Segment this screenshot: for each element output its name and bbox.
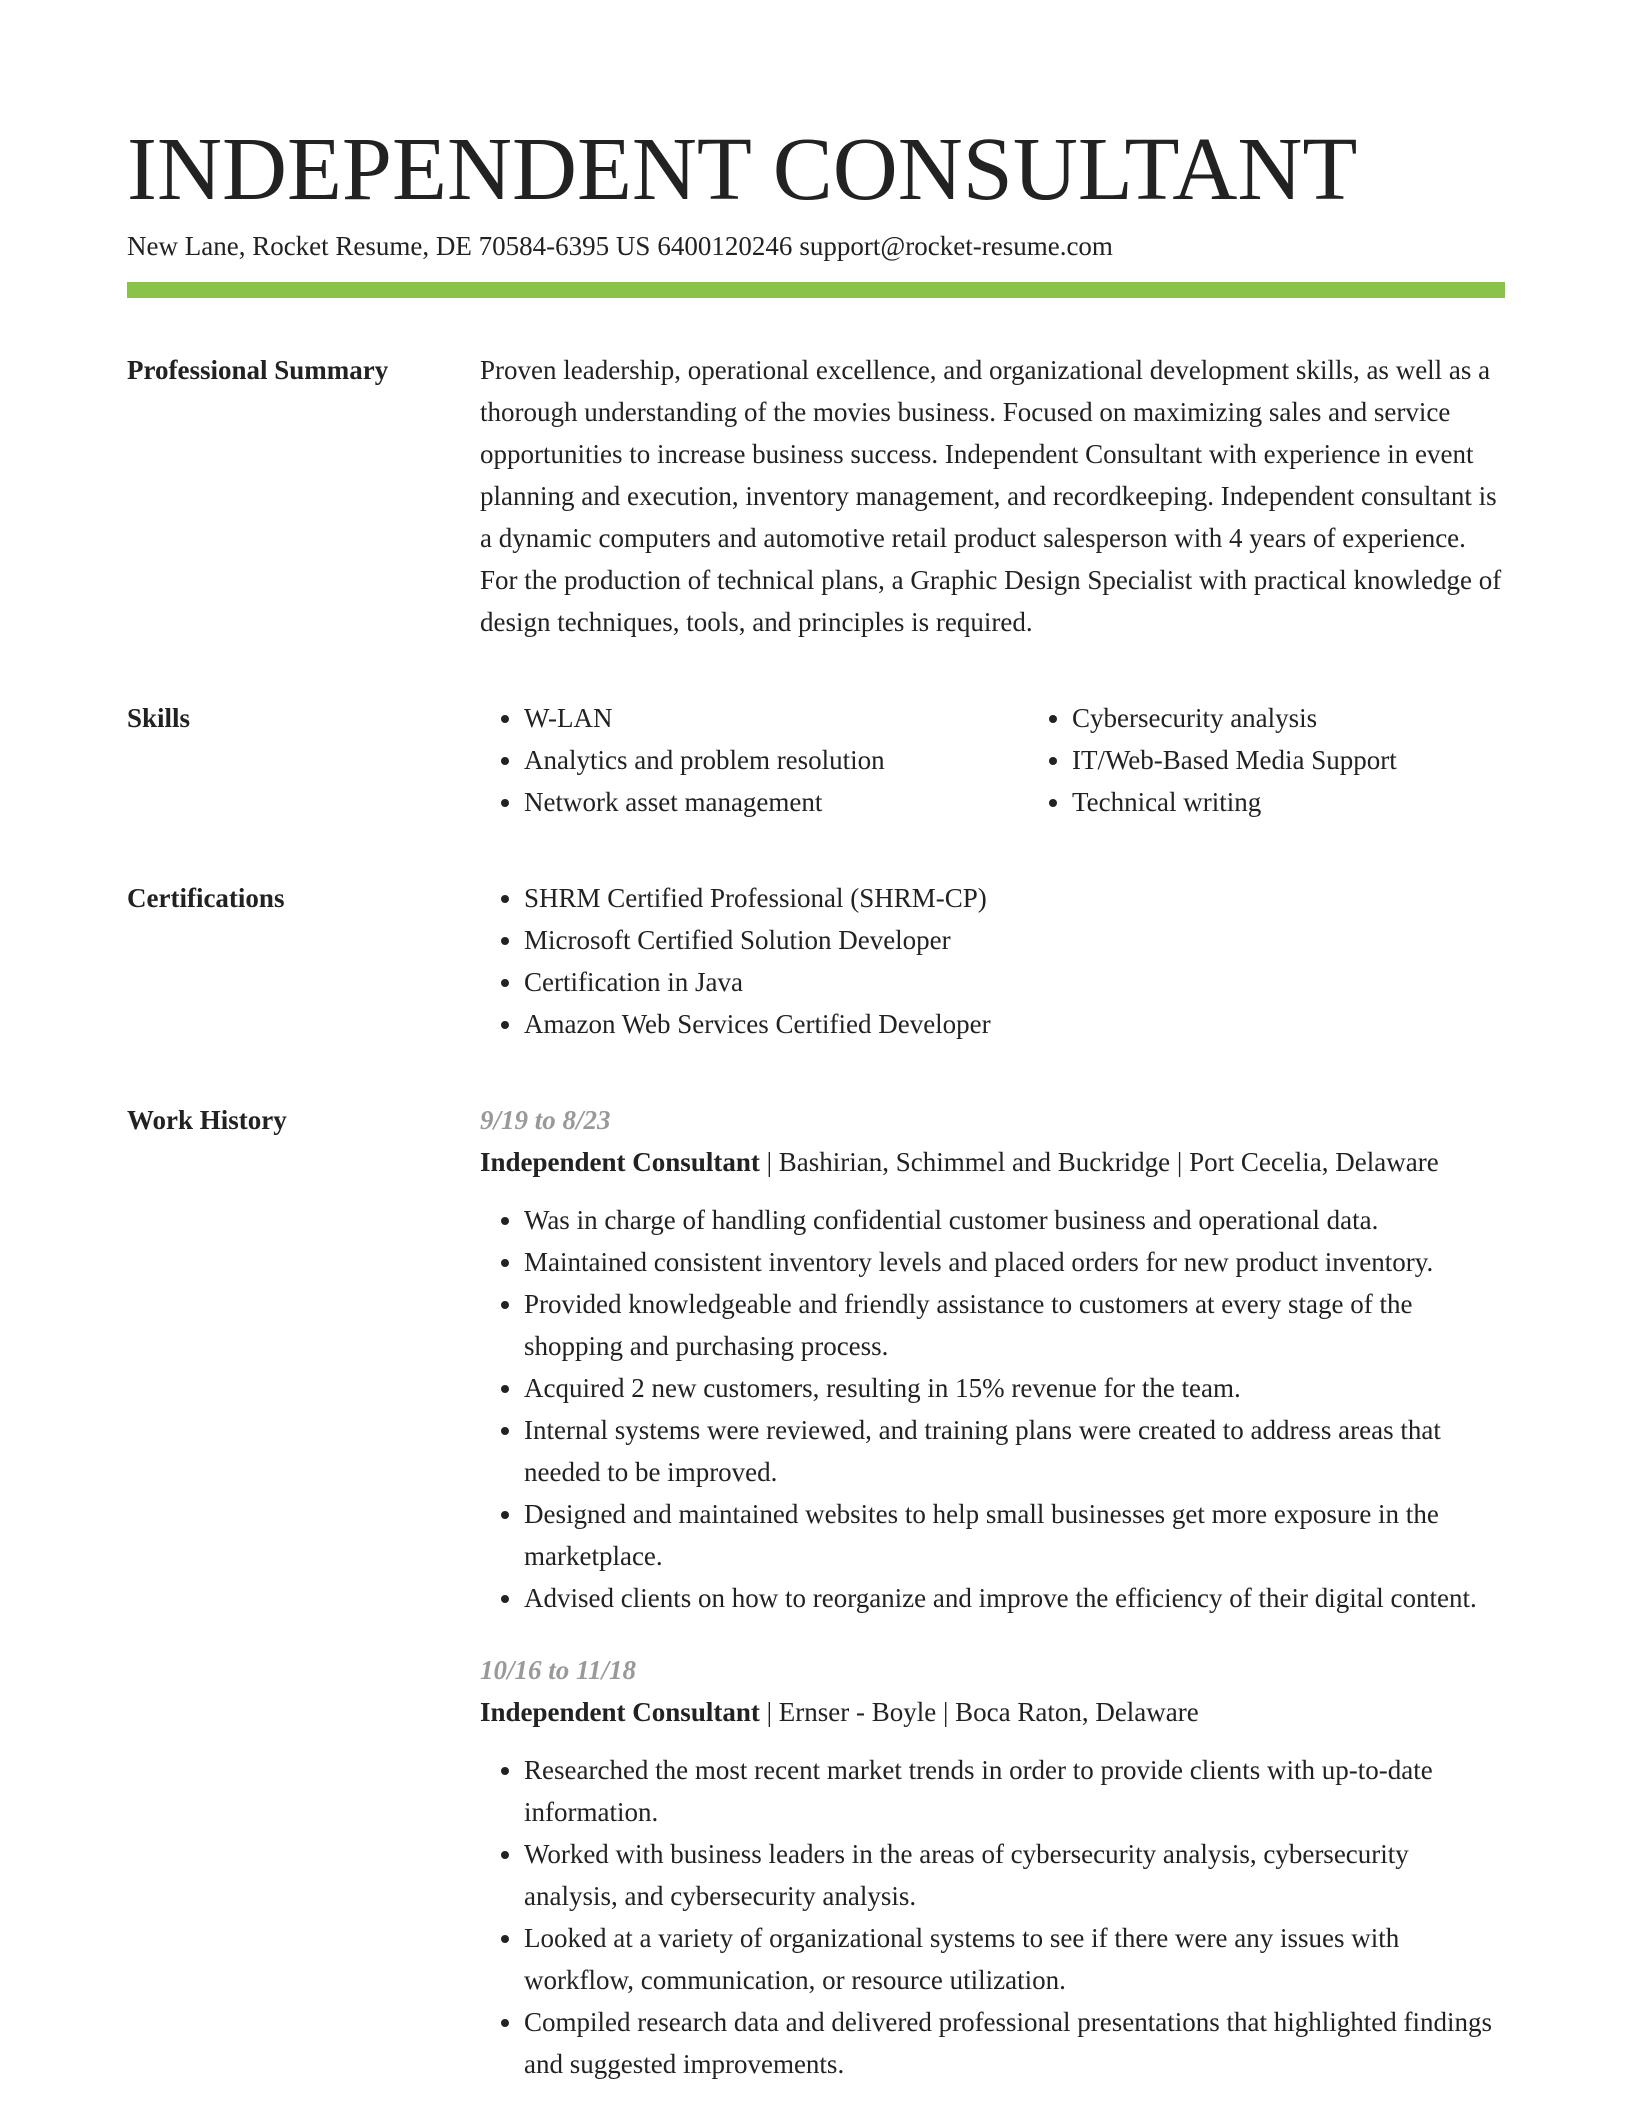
job-dates: 10/16 to 11/18 <box>480 1655 637 1685</box>
job-entry <box>480 1099 1505 1619</box>
skill-item: • IT/Web-Based Media Support <box>1072 739 1505 781</box>
contact-email: support@rocket-resume.com <box>799 231 1113 261</box>
certification-item: • Certification in Java <box>524 961 1505 1003</box>
resume-name: INDEPENDENT CONSULTANT <box>127 120 1358 219</box>
job-heading <box>480 1141 1505 1183</box>
resume-page <box>127 120 1505 2085</box>
job-heading <box>480 1691 1505 1733</box>
job-bullet: • Internal systems were reviewed, and training plans were created to address areas that needed to be improved. <box>524 1409 1505 1493</box>
job-role: Independent Consultant <box>480 1147 760 1177</box>
job-bullet: • Looked at a variety of organizational systems to see if there were any issues with workflow, communication, or resource utilization. <box>524 1917 1505 2001</box>
contact-phone: 6400120246 <box>657 231 793 261</box>
skill-item: • Network asset management <box>524 781 1028 823</box>
skills-list-left <box>480 697 1028 823</box>
summary-text: Proven leadership, operational excellence, and organizational development skills, as well as a thorough understanding of the movies business. Focused on maximizing sales and service opportunities to increase business success. Independent Consultant with experience in event planning and execution, inventory management, and recordkeeping. Independent consultant is a dynamic computers and automotive retail product salesperson with 4 years of experience. For the production of technical plans, a Graphic Design Specialist with practical knowledge of design techniques, tools, and principles is required. <box>480 355 1502 637</box>
section-title-certifications: Certifications <box>127 883 285 913</box>
certifications-list <box>480 877 1505 1045</box>
job-bullet: • Provided knowledgeable and friendly assistance to customers at every stage of the shopping and purchasing process. <box>524 1283 1505 1367</box>
job-details: | Bashirian, Schimmel and Buckridge | Port Cecelia, Delaware <box>759 1147 1439 1177</box>
skill-item: • Cybersecurity analysis <box>1072 697 1505 739</box>
section-title-summary: Professional Summary <box>127 355 389 385</box>
skill-item: • Analytics and problem resolution <box>524 739 1028 781</box>
job-role: Independent Consultant <box>480 1697 760 1727</box>
skill-item: • Technical writing <box>1072 781 1505 823</box>
section-title-work-history: Work History <box>127 1105 287 1135</box>
job-bullet: • Was in charge of handling confidential customer business and operational data. <box>524 1199 1505 1241</box>
job-bullet: • Researched the most recent market trends in order to provide clients with up-to-date information. <box>524 1749 1505 1833</box>
job-bullet: • Designed and maintained websites to help small businesses get more exposure in the marketplace. <box>524 1493 1505 1577</box>
summary-section <box>127 349 1505 643</box>
job-bullet: • Compiled research data and delivered professional presentations that highlighted findings and suggested improvements. <box>524 2001 1505 2085</box>
section-title-skills: Skills <box>127 703 191 733</box>
job-details: | Ernser - Boyle | Boca Raton, Delaware <box>759 1697 1199 1727</box>
job-bullet: • Worked with business leaders in the areas of cybersecurity analysis, cybersecurity analysis, and cybersecurity analysis. <box>524 1833 1505 1917</box>
contact-address: New Lane, Rocket Resume, DE 70584-6395 US <box>127 231 651 261</box>
contact-line <box>127 228 1505 264</box>
skills-list-right <box>1028 697 1505 823</box>
work-history-section <box>127 1099 1505 2085</box>
certification-item: • SHRM Certified Professional (SHRM-CP) <box>524 877 1505 919</box>
header-divider <box>127 282 1505 298</box>
job-bullet: • Advised clients on how to reorganize and improve the efficiency of their digital content. <box>524 1577 1505 1619</box>
job-dates: 9/19 to 8/23 <box>480 1105 611 1135</box>
certification-item: • Microsoft Certified Solution Developer <box>524 919 1505 961</box>
job-bullets <box>480 1199 1505 1619</box>
certifications-section <box>127 877 1505 1045</box>
job-bullet: • Maintained consistent inventory levels and placed orders for new product inventory. <box>524 1241 1505 1283</box>
skill-item: • W-LAN <box>524 697 1028 739</box>
job-entry <box>480 1649 1505 2085</box>
certification-item: • Amazon Web Services Certified Developer <box>524 1003 1505 1045</box>
job-bullet: • Acquired 2 new customers, resulting in 15% revenue for the team. <box>524 1367 1505 1409</box>
job-bullets <box>480 1749 1505 2085</box>
skills-section <box>127 697 1505 823</box>
